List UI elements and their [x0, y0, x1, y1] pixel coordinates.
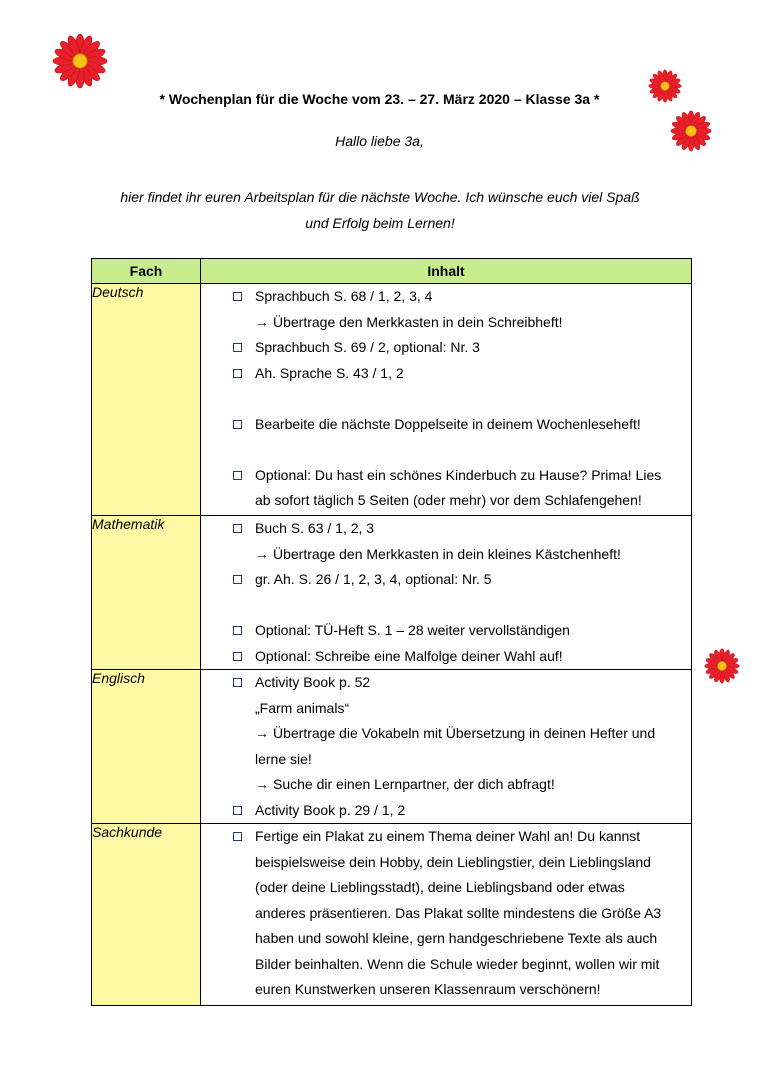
task-note: → Übertrage den Merkkasten in dein kleines Kästchenheft! [255, 545, 621, 562]
task-item: Fertige ein Plakat zu einem Thema deiner Wahl an! Du kannst [233, 824, 691, 850]
arrow-right-icon: → [255, 545, 269, 562]
greeting: Hallo liebe 3a, [335, 133, 424, 149]
task-item: Activity Book p. 52 [233, 670, 691, 696]
header-fach: Fach [92, 259, 201, 284]
subject-mathematik: Mathematik [92, 516, 201, 670]
checkbox-icon[interactable] [233, 806, 242, 815]
header-inhalt: Inhalt [201, 259, 692, 284]
content-cell [201, 284, 692, 516]
task-item: Bearbeite die nächste Doppelseite in deinem Wochenleseheft! [233, 412, 691, 438]
arrow-right-icon: → [255, 725, 269, 741]
checkbox-icon[interactable] [233, 832, 242, 841]
task-item: Buch S. 63 / 1, 2, 3 [233, 516, 691, 542]
checkbox-icon[interactable] [233, 343, 242, 352]
task-note: → Übertrage den Merkkasten in dein Schreibheft! [255, 313, 563, 330]
task-note: Bilder beinhalten. Wenn die Schule wieder beginnt, wollen wir mit [255, 955, 660, 972]
arrow-right-icon: → [255, 313, 269, 330]
table-header-row [92, 259, 692, 284]
task-item: Sprachbuch S. 69 / 2, optional: Nr. 3 [233, 335, 691, 361]
task-note: beispielsweise dein Hobby, dein Lieblingstier, dein Lieblingsland [255, 853, 651, 870]
content-cell [201, 516, 692, 670]
table-row [92, 824, 692, 1006]
task-note: → Suche dir einen Lernpartner, der dich abfragt! [255, 776, 555, 792]
intro-text [60, 184, 700, 236]
task-note: „Farm animals“ [255, 699, 350, 716]
flower-icon [52, 33, 108, 89]
task-item: Activity Book p. 29 / 1, 2 [233, 798, 691, 824]
task-note: ab sofort täglich 5 Seiten (oder mehr) vor dem Schlafengehen! [255, 492, 642, 508]
task-item: Optional: TÜ-Heft S. 1 – 28 weiter vervollständigen [233, 618, 691, 644]
task-note: anderes präsentieren. Das Plakat sollte mindestens die Größe A3 [255, 904, 662, 921]
task-note: → Übertrage die Vokabeln mit Übersetzung in deinen Hefter und [255, 725, 656, 741]
checkbox-icon[interactable] [233, 292, 242, 301]
subject-englisch: Englisch [92, 670, 201, 824]
table-row [92, 516, 692, 670]
checkbox-icon[interactable] [233, 575, 242, 584]
arrow-right-icon: → [255, 776, 269, 792]
page-title: * Wochenplan für die Woche vom 23. – 27. März 2020 – Klasse 3a * [159, 91, 600, 107]
task-note: haben und sowohl kleine, gern handgeschriebene Texte als auch [255, 930, 658, 946]
task-item: Optional: Du hast ein schönes Kinderbuch zu Hause? Prima! Lies [233, 463, 691, 489]
task-note: euren Kunstwerken unseren Klassenraum verschönern! [255, 981, 601, 997]
task-item: gr. Ah. S. 26 / 1, 2, 3, 4, optional: Nr. 5 [233, 567, 691, 593]
checkbox-icon[interactable] [233, 369, 242, 378]
content-cell [201, 670, 692, 824]
flower-icon [704, 648, 740, 684]
checkbox-icon[interactable] [233, 471, 242, 480]
task-note: (oder deine Lieblingsstadt), deine Lieblingsband oder etwas [255, 879, 625, 895]
task-note: lerne sie! [255, 750, 312, 767]
checkbox-icon[interactable] [233, 678, 242, 687]
table-row [92, 670, 692, 824]
task-item: Sprachbuch S. 68 / 1, 2, 3, 4 [233, 284, 691, 310]
subject-sachkunde: Sachkunde [92, 824, 201, 1006]
subject-deutsch: Deutsch [92, 284, 201, 516]
checkbox-icon[interactable] [233, 420, 242, 429]
weekly-plan-table [91, 258, 692, 1006]
task-item: Optional: Schreibe eine Malfolge deiner Wahl auf! [233, 644, 691, 670]
task-item: Ah. Sprache S. 43 / 1, 2 [233, 361, 691, 387]
intro-line: hier findet ihr euren Arbeitsplan für die nächste Woche. Ich wünsche euch viel Spaß [120, 189, 640, 205]
intro-line: und Erfolg beim Lernen! [305, 215, 455, 231]
checkbox-icon[interactable] [233, 626, 242, 635]
content-cell [201, 824, 692, 1006]
table-row [92, 284, 692, 516]
checkbox-icon[interactable] [233, 652, 242, 661]
checkbox-icon[interactable] [233, 524, 242, 533]
